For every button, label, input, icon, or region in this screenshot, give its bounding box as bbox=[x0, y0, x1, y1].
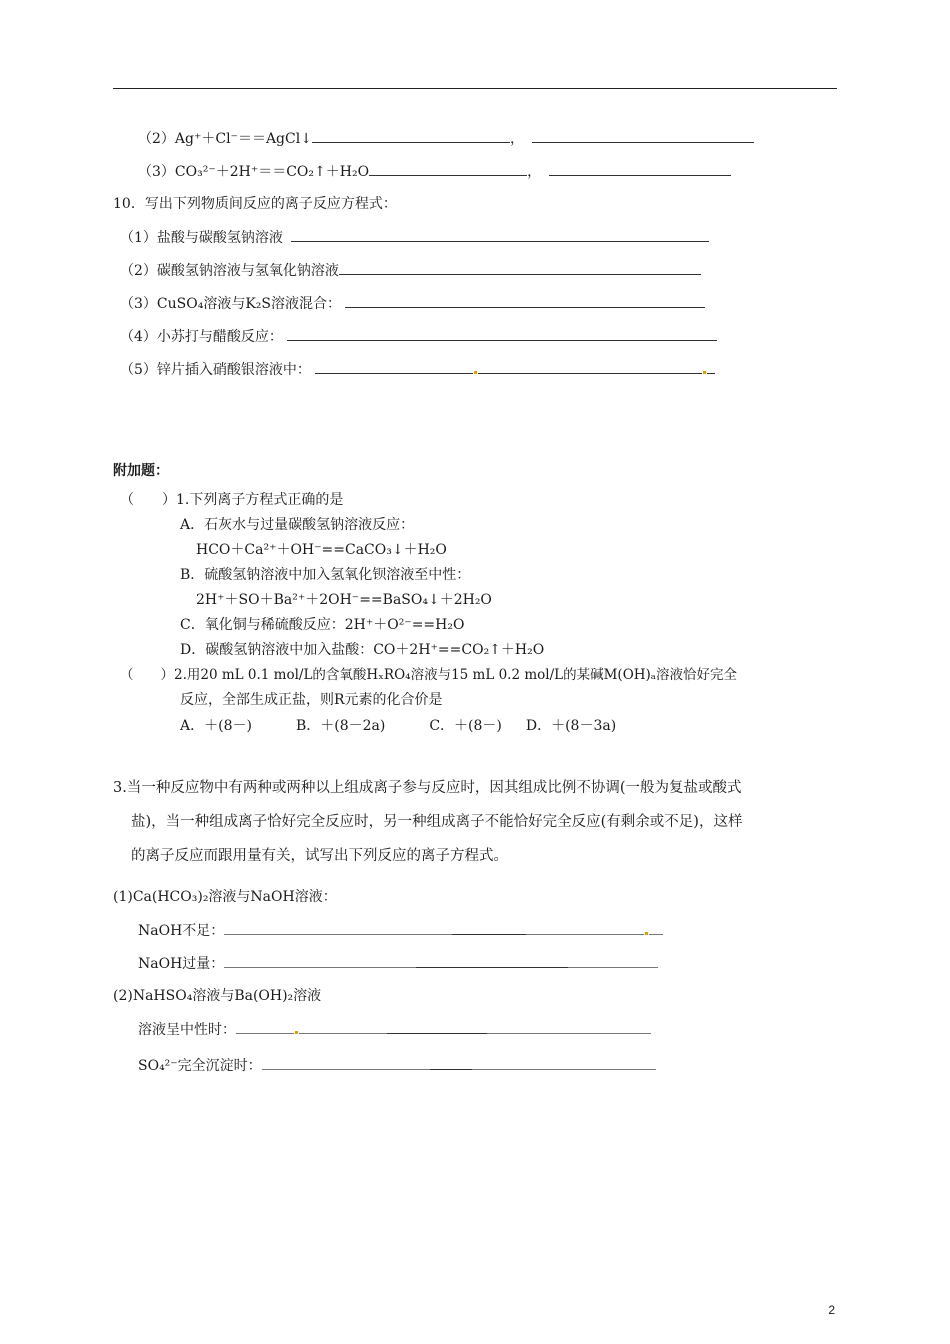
answer-blank[interactable] bbox=[299, 1019, 387, 1034]
answer-blank[interactable] bbox=[345, 293, 705, 308]
q3-sub-2a-label: 溶液呈中性时： bbox=[138, 1022, 236, 1038]
q9-item-3-text: （3）CO₃²⁻＋2H⁺＝＝CO₂↑＋H₂O bbox=[138, 164, 370, 180]
extra-q1-option-d: D．碳酸氢钠溶液中加入盐酸：CO＋2H⁺==CO₂↑＋H₂O bbox=[180, 642, 545, 658]
q10-item-4 bbox=[120, 326, 717, 347]
answer-blank[interactable] bbox=[649, 920, 663, 935]
answer-blank[interactable] bbox=[387, 1019, 487, 1034]
q10-item-label: （4）小苏打与醋酸反应： bbox=[120, 329, 283, 345]
mark-dot bbox=[474, 371, 477, 374]
q10-item-label: （1）盐酸与碳酸氢钠溶液 bbox=[120, 230, 283, 246]
answer-blank[interactable] bbox=[339, 260, 701, 275]
answer-blank[interactable] bbox=[291, 227, 709, 242]
q3-sub-2a bbox=[138, 1019, 651, 1040]
q3-sub-2b bbox=[138, 1055, 656, 1076]
answer-blank[interactable] bbox=[532, 128, 754, 143]
extra-q1-option-b-equation: 2H⁺＋SO＋Ba²⁺＋2OH⁻==BaSO₄↓＋2H₂O bbox=[196, 592, 492, 608]
extra-q1-option-c: C．氧化铜与稀硫酸反应：2H⁺＋O²⁻==H₂O bbox=[180, 617, 465, 633]
answer-blank[interactable] bbox=[262, 1055, 430, 1070]
q10-item-5 bbox=[120, 359, 715, 380]
q10-item-3 bbox=[120, 293, 705, 314]
answer-blank[interactable] bbox=[487, 1019, 651, 1034]
q3-sub-1b-label: NaOH过量： bbox=[138, 956, 225, 972]
answer-blank[interactable] bbox=[707, 359, 715, 374]
extra-q2-stem-cont: 反应，全部生成正盐，则R元素的化合价是 bbox=[180, 692, 443, 708]
q3-sub-2b-label: SO₄²⁻完全沉淀时： bbox=[138, 1058, 262, 1074]
answer-blank[interactable] bbox=[236, 1019, 294, 1034]
answer-blank[interactable] bbox=[416, 953, 568, 968]
extra-q2-options bbox=[180, 716, 616, 736]
option-a: A．＋(8－) bbox=[180, 718, 252, 734]
q10-item-1 bbox=[120, 227, 709, 248]
q3-sub-1a-label: NaOH不足： bbox=[138, 923, 225, 939]
q10-title: 10．写出下列物质间反应的离子反应方程式： bbox=[113, 196, 397, 212]
q3-sub-1b bbox=[138, 953, 658, 974]
answer-blank[interactable] bbox=[224, 953, 416, 968]
answer-blank[interactable] bbox=[526, 920, 644, 935]
answer-blank[interactable] bbox=[549, 161, 731, 176]
answer-blank[interactable] bbox=[369, 161, 527, 176]
answer-blank[interactable] bbox=[315, 359, 473, 374]
q3-paragraph-line-1: 3.当一种反应物中有两种或两种以上组成离子参与反应时，因其组成比例不协调(一般为复盐或酸式 bbox=[113, 780, 742, 796]
q10-item-label: （2）碳酸氢钠溶液与氢氧化钠溶液 bbox=[120, 263, 339, 279]
q3-sub-1a bbox=[138, 920, 663, 941]
answer-blank[interactable] bbox=[452, 920, 526, 935]
answer-blank[interactable] bbox=[224, 920, 452, 935]
extra-q1-option-a-equation: HCO＋Ca²⁺＋OH⁻==CaCO₃↓＋H₂O bbox=[196, 542, 447, 558]
q3-sub-1: (1)Ca(HCO₃)₂溶液与NaOH溶液： bbox=[113, 889, 337, 905]
comma: ， bbox=[509, 131, 524, 147]
q9-item-3 bbox=[138, 161, 731, 182]
q9-item-2-text: （2）Ag⁺＋Cl⁻＝＝AgCl↓ bbox=[138, 131, 312, 147]
q3-paragraph-line-3: 的离子反应而跟用量有关，试写出下列反应的离子方程式。 bbox=[131, 848, 508, 864]
q10-item-label: （3）CuSO₄溶液与K₂S溶液混合： bbox=[120, 296, 341, 312]
q9-item-2 bbox=[138, 128, 754, 149]
q3-sub-2: (2)NaHSO₄溶液与Ba(OH)₂溶液 bbox=[113, 988, 322, 1004]
answer-blank[interactable] bbox=[478, 359, 702, 374]
answer-blank[interactable] bbox=[287, 326, 717, 341]
extra-q1-stem: （ ）1.下列离子方程式正确的是 bbox=[120, 492, 344, 508]
answer-blank[interactable] bbox=[312, 128, 510, 143]
q3-paragraph bbox=[113, 771, 837, 873]
q10-item-label: （5）锌片插入硝酸银溶液中： bbox=[120, 362, 311, 378]
mark-dot bbox=[703, 371, 706, 374]
option-c: C．＋(8－) bbox=[429, 718, 502, 734]
q10-item-2 bbox=[120, 260, 701, 281]
answer-blank[interactable] bbox=[568, 953, 658, 968]
option-b: B．＋(8－2a) bbox=[295, 718, 386, 734]
q3-paragraph-line-2: 盐)，当一种组成离子恰好完全反应时，另一种组成离子不能恰好完全反应(有剩余或不足)，这样 bbox=[131, 814, 743, 830]
option-d: D．＋(8－3a) bbox=[525, 718, 617, 734]
header-rule bbox=[113, 88, 837, 89]
answer-blank[interactable] bbox=[472, 1055, 656, 1070]
mark-dot bbox=[645, 932, 648, 935]
extra-q1-option-a: A．石灰水与过量碳酸氢钠溶液反应： bbox=[180, 517, 415, 533]
comma: ， bbox=[527, 164, 542, 180]
page-number: 2 bbox=[828, 1303, 835, 1317]
answer-blank[interactable] bbox=[430, 1055, 472, 1070]
mark-dot bbox=[295, 1031, 298, 1034]
extra-heading: 附加题： bbox=[113, 463, 169, 479]
extra-q2-stem: （ ）2.用20 mL 0.1 mol/L的含氧酸HₓRO₄溶液与15 mL 0.2 mol/L的某碱M(OH)ₐ溶液恰好完全 bbox=[120, 667, 738, 683]
extra-q1-option-b: B．硫酸氢钠溶液中加入氢氧化钡溶液至中性： bbox=[180, 567, 471, 583]
